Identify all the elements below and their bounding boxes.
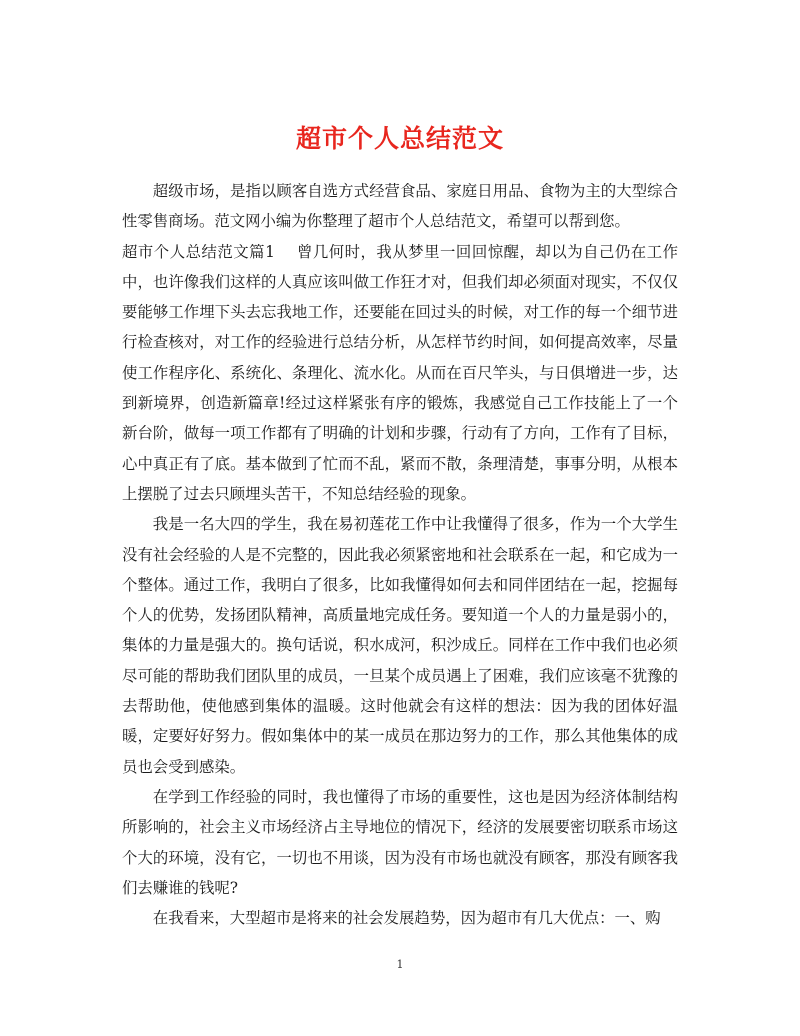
document-body xyxy=(122,176,678,933)
section1-text: 曾几何时，我从梦里一回回惊醒，却以为自己仍在工作中，也许像我们这样的人真应该叫做工作狂才对，但我们却必须面对现实，不仅仅要能够工作埋下头去忘我地工作，还要能在回过头的时候，对工作的每一个细节进行检查核对，对工作的经验进行总结分析，从怎样节约时间，如何提高效率，尽量使工作程序化、系统化、条理化、流水化。从而在百尺竿头，与日俱增进一步，达到新境界，创造新篇章!经过这样紧张有序的锻炼，我感觉自己工作技能上了一个新台阶，做每一项工作都有了明确的计划和步骤，行动有了方向，工作有了目标，心中真正有了底。基本做到了忙而不乱，紧而不散，条理清楚，事事分明，从根本上摆脱了过去只顾埋头苦干，不知总结经验的现象。 xyxy=(122,242,678,503)
paragraph-intro: 超级市场，是指以顾客自选方式经营食品、家庭日用品、食物为主的大型综合性零售商场。范文网小编为你整理了超市个人总结范文，希望可以帮到您。 xyxy=(122,182,678,231)
paragraph-3: 我是一名大四的学生，我在易初莲花工作中让我懂得了很多，作为一个大学生没有社会经验的人是不完整的，因此我必须紧密地和社会联系在一起，和它成为一个整体。通过工作，我明白了很多，比如我懂得如何去和同伴团结在一起，挖掘每个人的优势，发扬团队精神，高质量地完成任务。要知道一个人的力量是弱小的，集体的力量是强大的。换句话说，积水成河，积沙成丘。同样在工作中我们也必须尽可能的帮助我们团队里的成员，一旦某个成员遇上了困难，我们应该毫不犹豫的去帮助他，使他感到集体的温暖。这时他就会有这样的想法：因为我的团体好温暖，定要好好努力。假如集体中的某一成员在那边努力的工作，那么其他集体的成员也会受到感染。 xyxy=(122,515,678,776)
paragraph-section1 xyxy=(122,237,678,510)
page-number: 1 xyxy=(396,958,404,971)
section-heading: 超市个人总结范文篇1 xyxy=(122,242,275,261)
page-title: 超市个人总结范文 xyxy=(295,123,504,153)
paragraph-5: 在我看来，大型超市是将来的社会发展趋势，因为超市有几大优点：一、购 xyxy=(152,909,661,928)
paragraph-4: 在学到工作经验的同时，我也懂得了市场的重要性，这也是因为经济体制结构所影响的，社会主义市场经济占主导地位的情况下，经济的发展要密切联系市场这个大的环境，没有它，一切也不用谈，因为没有市场也就没有顾客，那没有顾客我们去赚谁的钱呢? xyxy=(122,787,678,897)
